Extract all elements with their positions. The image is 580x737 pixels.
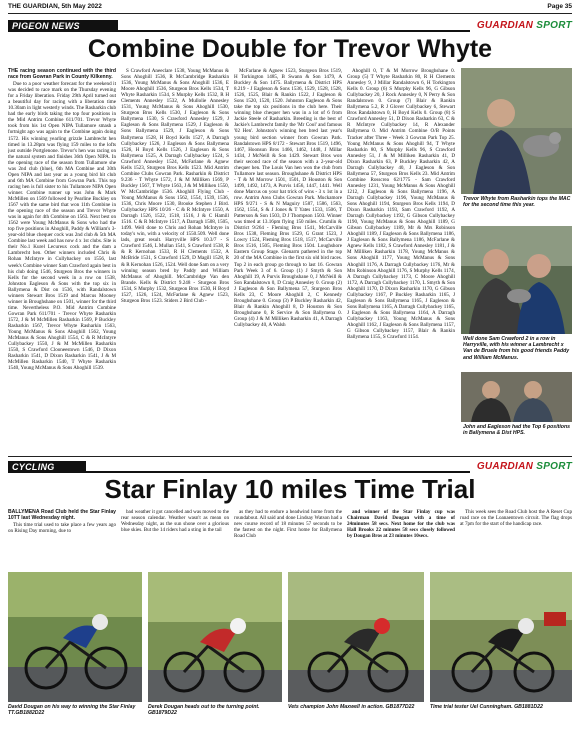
folio-rule — [8, 13, 572, 14]
photo-derek-dougan-art — [148, 572, 282, 702]
cycling-caption-1: David Dougan on his way to winning the Star Finlay TT.GB1882D22 — [8, 704, 136, 717]
cycling-article-col3 — [234, 509, 342, 569]
photo-derek-dougan — [148, 572, 282, 702]
brand-sport-2: SPORT — [536, 461, 572, 472]
cycling-article-col1 — [8, 509, 116, 569]
cycling-col1-text: This time trial used to take place a few years ago on Rising Day morning, due to — [8, 522, 116, 535]
section-tag-pigeon: PIGEON NEWS — [8, 20, 118, 32]
page-folio — [8, 3, 572, 13]
cycling-article-col4 — [347, 509, 455, 569]
photo-sam-crawford — [461, 226, 572, 334]
brand-sport: SPORT — [536, 20, 572, 31]
brand-guardian-2: GUARDIAN — [476, 461, 534, 472]
cycling-caption-4: Time trial tester Uel Cunningham. GB1881D22 — [430, 704, 543, 710]
cycling-headline: Star Finlay 10 miles Time Trial — [104, 474, 476, 504]
photo-eagleson-art — [461, 372, 572, 422]
pigeon-caption-3: John and Eagleson had the Top 6 positions in Ballymena & Dist HPS. — [463, 424, 571, 437]
photo-trevor-whyte — [461, 68, 572, 194]
photo-david-dougan — [8, 572, 142, 702]
guardian-sport-logo — [477, 20, 572, 31]
cycling-caption-3: Vets champion John Maxwell in action. GB1877D22 — [288, 704, 415, 710]
photo-david-dougan-art — [8, 572, 142, 702]
pigeon-caption-1: Trevor Whyte from Rasharkin tops the MAC for the second time this year. — [463, 196, 571, 209]
pigeon-article-col2 — [121, 68, 229, 446]
cycling-article-col5 — [460, 509, 572, 569]
pigeon-article-col1 — [8, 68, 116, 446]
folio-paper-date: THE GUARDIAN, 5th May 2022 — [8, 3, 102, 10]
photo-uel-cunningham — [430, 572, 572, 702]
cycling-tag-rule — [86, 471, 470, 473]
cycling-col4-text: and winner of the Star Finlay cup was Chairman David Dougan with a time of 24minutes 58 secs. Next home for the club was Hall Brooks 22 minutes 58 secs closely followed by Dougan Bros at 23 minutes 10secs. — [347, 509, 455, 540]
photo-eagleson — [461, 372, 572, 422]
pigeon-col1-text: Due to a poor weather forecast for the weekend it was decided to race mark on the Thursday evening for a Friday liberation. Friday 29th April turned out a beautiful day for racing with a liberation time 10.30am in light westerly winds. The Rasharkin club had the early birds taking the top four positions in the Mid Antrim Combine 611/701. Trevor Whyte took from his 1st Open NIPA Tullamore smash a fortnight ago was again to the Combine again doing 1572. His winning yearling grizzle Lambrecht hen timed in 13.28pm was flying 159 miles to the lofts just outside Portglenone. Trevor's hen was racing on the natural system and finishes 36th Open NIPA. In the opening race of the season from Tullamore she was 2nd club (blue), 6th MA Combine and 30th Open NIPA and last year as a young bird hit club and 6th MA Combine from Gowran Park. This top racing hen is full sister to his Tullamore NIPA Open winner. Combine runner up was John & Mark McMillen on 1569 followed by Pearline Buckley on 1567 with the same bird that won 11th Combine in the opening race of the season and Trevor Whyte was in again for 4th Combine on 1563. Next best on 1562 were Young McManus & Sons who had the top five positions in Ahoghill, Paddy & William's 3-year-old blue chequer cock was 2nd club & 5th MA Combine last week and has now 4 x 1st clubs. Site is their No.1 Kurel Lecureux cock and the dam a Lambrecht hen. Other winners included Chris & Rohan McIntyre in Cullybackey on 1556, last week's Combine winner Sam Crawford again best in his club doing 1546, Sturgeon Bros the winners in Kells for the second week in a row on 1538, Johnston Eagleson & Sons with the top six in Ballymena & Dist on 1536, with Randalstown winners Stewart Bros 1519 and Marcus Mooney winner in Broughshane on 1501, winner for the third time. Nevertheless P.O. Mid Antrim Combine Gowran Park 611/701 - Trevor Whyte Rasharkin 1572, J & M McMillen Rasharkin 1569, P Buckley Rasharkin 1567, Trevor Whyte Rasharkin 1563, Young McManus & Sons Ahoghill 1562, Young McManus & Sons Ahoghill 1554, C & R McIntyre Cullybackey 1550, J & M McMillen Rasharkin 1550, S Crawford Clooneestown 1546, D Dixon Rasharkin 1541, D Dixon Rasharkin 1541, J & M McMillen Rasharkin 1540, T Whyte Rasharkin 1540, Young McManus & Sons Ahoghill 1539. — [8, 81, 116, 372]
section-tag-rule — [118, 30, 470, 32]
guardian-sport-logo-2 — [477, 461, 572, 472]
cycling-article-col2 — [121, 509, 229, 569]
cycling-caption-2: Derek Dougan heads out to the turning point. GB1879D22 — [148, 704, 260, 717]
pigeon-headline: Combine Double for Trevor Whyte — [87, 35, 493, 63]
photo-john-maxwell-art — [288, 572, 424, 702]
section-tag-cycling: CYCLING — [8, 461, 86, 473]
brand-guardian: GUARDIAN — [476, 20, 534, 31]
photo-john-maxwell — [288, 572, 424, 702]
pigeon-caption-2: Well done Sam Crawford 2 in a row in Harryville, with his winner a Lambrecht x Van de Bruele from his good friends Paddy and William McManus. — [463, 336, 570, 361]
pigeon-article-col4 — [347, 68, 455, 446]
pigeon-lead: THE racing season continued with the third race from Gowran Park in County Kilkenny. — [8, 68, 116, 81]
photo-uel-cunningham-art — [430, 572, 572, 702]
cycling-col5-text: This week sees the Road Club host the A Reset Cup road race on the Loanaentown circuit. The flag drops at 7pm for the start of the handicap race. — [460, 509, 572, 528]
cycling-col2-text: bad weather it got cancelled and was moved to the rear season calendar. Weather wasn't as mean on Wednesday night, as the sun shone over a glorious blue skies. But the 14 riders had a sting in the tail — [121, 509, 229, 534]
section-divider — [8, 456, 572, 457]
pigeon-article-col3 — [234, 68, 342, 446]
pigeon-col3-text: McFarlane & Agnew 1523, Sturgeon Bros 1519, H Torkington 1485, B Swann & Son 1479, A Buckley & Son 1475. Ballymena & District HPS 8.219 - J Eagleson & Sons 1536, 1529, 1528, 1528, 1526, 1525, Blair & Rankin 1522, J Eagleson & Sons 1520, 1520, 1520. Johnston Eagleson & Sons take the top six positions in the club here. Their winning blue chequer hen was in a lot of 6 from Jackie Steele of Rasharkin. Breeding is the best of Jackie's Lambrecht family the 'Mr Cool' and famous '02 Hen'. Johnston's winning hen bred last year's young bird section winner from Gowran Park. Randalstown HPS 8/172 - Stewart Bros 1519, 1496, 1467, Hoonsun Bros 1466, 1462, 1448, J Millar 1434, J McNeill & Son 1429. Stewart Bros won their second race of the season with a 2-year-old chequer hen. The Louis Van hen won the club from Tullamore last season. Broughshane & District HPS - T & M Morrow 1501, 1501, D Houston & Son 1499, 1492, 1473, A Purvis 1456, 1447, 1441. Well done Marcus on your hat trick of wins - 3 x 1st in a row. Antrim Area Clubs Gowran Park. Muckamore HPS 9/271 - S & N Maguiry 1587, 1586, 1563, 1562, 1554, S & J Jones & T Yates 1533, 1506, T Patterson & Son 1503, D J Thompson 1503. Winner was timed at 13.16pm flying 150 miles. Crumlin & District 9/264 - Fleming Bros 1541, McCarville Bros 1538, Fleming Bros 1529, G Grant 1523, J Lowry 1524, Fleming Bros 1518, 1517, McCarville Bros 1516, 1505, Fleming Bros 1504. Loughshore Eastern Group Stage. Glenarm pathered in the top 20 of the MA Combine in the first six old bird races. Top 2 in each group go through to last 16. Gowran Park Week 3 of 6. Group (1) J Smyth & Son Ahoghill 19, A Purvis Broughshane 0, J McNeill & Son Randalstown 0, D Craig Annesley 0. Group (2) J Eagleson & Son Ballymena 57, Sturgeon Bros Kells 23, C Moore Ahoghill 2, C Kennedy Broughshane 0. Group (3) P Buckley Rasharkin 42, Blair & Rankin Ahoghill 8, D Houston & Son Broughshane 0, R Service & Son Ballymena 0. Group (4) J & M Milliken Rasharkin 41, A Darragh Cullybackey 40, A Walsh — [234, 68, 342, 328]
cycling-lead: BALLYMENA Road Club held the Star Finlay 10TT last Wednesday night. — [8, 509, 116, 522]
pigeon-col2-text: S Crawford Aneeclare 1538, Young McManus & Sons Ahoghill 1536, R McCambridge Rasharkin 1536, Young McManus & Sons Ahoghill 1536, E Moore Ahoghill 1536, Sturgeon Bros Kells 1534, T Whyte Rasharkin 1534, S Murphy Kells 1532, R H Clements Annesley 1532, A Mullolie Annesley 1531, Young McManus & Sons Ahoghill 1530, Sturgeon Bros Kells 1530, J Eagleson & Sons Ballymena 1530, S Crawford Annesley 1529, J Eagleson & Sons Ballymena 1529, J Eagleson & Sons Ballymena 1529, J Eagleson & Sons Ballymena 1528, H Boyd Kells 1527, A Darragh Cullybackey 1526, J Eagleson & Sons Ballymena 1526, H Boyd Kells 1526, J Eagleson & Sons Ballymena 1525, A Darragh Cullybackey 1524, S Crawford Annesley 1524, McFarlane & Agnew Kells 1523, Sturgeon Bros Kells 1523. Mid Antrim Combine Clubs Gowran Park. Rasharkin & District 9.236 - T Whyte 1572, J & M Milliken 1569, P Buckley 1567, T Whyte 1563, J & M Milliken 1550, W McCambridge 1536. Ahoghill Flying Club - Young McManus & Sons 1562, 1554, 1539, 1536, 1536, Chris Moore 1530, Brooke Stephen J Bird. Cullybackey HPS 10/26 - C & R McIntyre 1550, A Darragh 1526, 1522, 1518, 1516, J & C Hamill 1516. C & R McIntyre 1517, A Darragh 1508, 1505, 1499. Well done to Chris and Rohan McIntyre in today's win, with a velocity of 1550.509. Well done lads, great result. Harryville HPS 10.3/7 - S Crawford 1546, L Mullan 1541, S Crawford 1538, R & R Kernohan 1533, R H Clements 1532, A McBride 1531, S Crawford 1529, D Magill 1528, R & R Kernohan 1526, 1524. Well done Sam on a very winning season bred by Paddy and William McManus of Ahoghill. McCambridge Van den Brande. Kells & District 9.248 - Sturgeon Bros 1534, S Murphy 1532, Sturgeon Bros 1530, H Boyd 1527, 1526, 1524, McFarlane & Agnew 1523, Sturgeon Bros 1523. Stiders 2 Bird Club - — [121, 68, 229, 304]
pigeon-col4-text: Ahoghill 0, T & M Morrow Broughshane 0. Group (5) T Whyte Rasharkin 80, R H Clements Annesley 9, J Millar Randalstown 6, H Torkington Kells 0. Group (6) S Murphy Kells 96, G Gibson Cullybackey 20, J Rock Annesley 0, N Perry & Son Randalstown 0. Group (7) Blair & Rankin Ballymena 5.2, R J Glover Cullybackey 6, Stewart Bros Randalstown 0, H Boyd Kells 0. Group (8) S Crawford Annesley 51, D Dixon Rasharkin 63, C & R McIntyre Cullybackey 14, R Alexander Ballymena 0. Mid Antrim Combine O/B Points Tracker after Three - Week 3 Gowran Park Top 25. Young McManus & Sons Ahoghill 94, T Whyte Rasharkin 80, S Murphy Kells 96, S Crawford Annesley 51, J & M Milliken Rasharkin 41, D Dixon Rasharkin 63, P Buckley Rasharkin 42, A Darragh Cullybackey 40, J Eagleson & Son Ballymena 57, Sturgeon Bros Kells 23. Mid Antrim Combine Rosscrea 62/1775 - Sam Crawford Annesley 1231, Young McManus & Sons Ahoghill 1212, J Eagleson & Sons Ballymena 1196, A Darragh Cullybackey 1196, Young McManus & Sons Ahoghill 1194, Sturgeon Bros Kells 1194, D Dixon Rasharkin 1193, Sam Crawford 1192, A Darragh Cullybackey 1192, G Gibson Cullybackey 1190, Young McManus & Sons Ahoghill 1189, G Gibson Cullybackey 1189, Mr & Mrs Robinson Ahoghill 1189, J Eagleson & Sons Ballymena 1186, J Eagleson & Sons Ballymena 1186, McFarlane & Agnew Kells 1182, S Crawford Annesley 1181, J & M Milliken Rasharkin 1178, Young McManus & Sons Ahoghill 1177, Young McManus & Sons Ahoghill 1176, A Darragh Cullybackey 1176, Mr & Mrs Robinson Ahoghill 1176, S Murphy Kells 1174, A Darragh Cullybackey 1173, C Moore Ahoghill 1172, A Darragh Cullybackey 1170, L Smyth & Son Ahoghill 1170, D Dixon Rasharkin 1170, G Gibson Cullybackey 1167, P Buckley Rasharkin 1165, J Eagleson & Sons Ballymena 1165, J Eagleson & Sons Ballymena 1165, A Darragh Cullybackey 1165, J Eagleson & Sons Ballymena 1164, A Darragh Cullybackey 1163, Young McManus & Sons Ahoghill 1162, J Eagleson & Sons Ballymena 1157, G Gibson Cullybackey 1157, Blair & Rankin Ballymena 1155, S Crawford 1154. — [347, 68, 455, 341]
cycling-col3-text: as they had to endure a headwind home from the roundabout. All said and done Lindsay Watson had a new course record of 18 minutes 57 seconds to be the fastest on the night. First home for Ballymena Road Club — [234, 509, 342, 540]
folio-page-number: Page 35 — [547, 3, 572, 10]
photo-sam-crawford-art — [461, 226, 572, 334]
photo-trevor-whyte-art — [461, 68, 572, 194]
